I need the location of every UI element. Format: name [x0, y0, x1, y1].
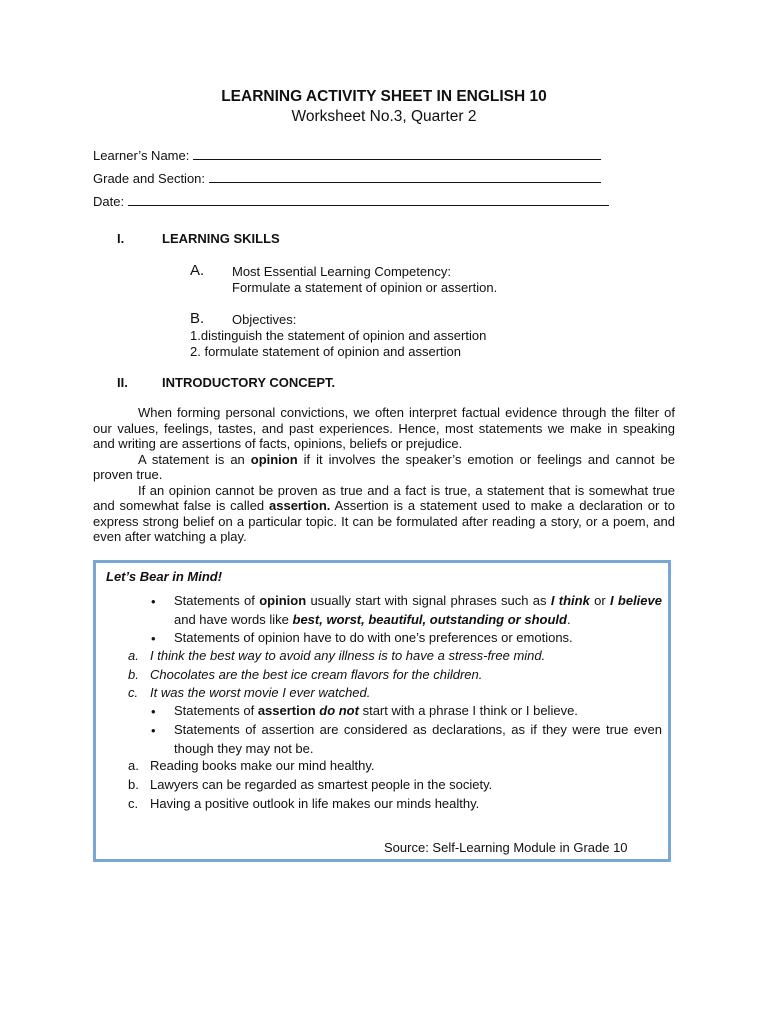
grade-section-line — [209, 170, 601, 183]
item-letter-b: B. — [190, 310, 205, 327]
competency-block — [232, 264, 497, 296]
text-run: usually start with signal phrases such as — [306, 593, 551, 608]
section-title: INTRODUCTORY CONCEPT. — [162, 375, 336, 390]
bullet-icon: • — [151, 594, 156, 609]
section-number: I. — [117, 231, 125, 246]
section-number: II. — [117, 375, 128, 390]
assertion-bullet-1 — [174, 702, 662, 721]
intro-paragraphs — [93, 405, 675, 545]
text-run: opinion — [259, 593, 307, 608]
date-line — [128, 193, 609, 206]
intro-paragraph-1: When forming personal convictions, we often interpret factual evidence through the filter of our values, feelings, tastes, and past experiences. Hence, most statements we make in speaking and writing are assertions of facts, opinions, beliefs or prejudice. — [93, 405, 675, 451]
text-run: start with a phrase I think or I believe. — [358, 703, 578, 718]
text-run: I believe — [609, 593, 662, 608]
item-letter-a: A. — [190, 262, 205, 279]
learner-name-field — [93, 147, 601, 163]
example-letter: c. — [128, 796, 139, 811]
example-text: Chocolates are the best ice cream flavors for the children. — [150, 667, 483, 682]
page-subtitle: Worksheet No.3, Quarter 2 — [291, 108, 477, 125]
competency-text: Formulate a statement of opinion or assertion. — [232, 280, 498, 295]
objective-2: 2. formulate statement of opinion and assertion — [190, 344, 461, 359]
grade-section-label: Grade and Section: — [93, 171, 206, 186]
bullet-icon: • — [151, 704, 156, 719]
text-run: and have words like — [174, 611, 293, 627]
text-run: If an opinion cannot be proven as true and a fact is true, a statement that is somewhat true and somewhat false is called — [93, 482, 675, 513]
text-run: I think — [550, 593, 590, 608]
text-run: or — [589, 593, 610, 608]
source-note: Source: Self-Learning Module in Grade 10 — [384, 840, 628, 855]
objective-1: 1.distinguish the statement of opinion and assertion — [190, 328, 487, 343]
example-text: It was the worst movie I ever watched. — [150, 685, 371, 700]
opinion-bullet-2: Statements of opinion have to do with one’s preferences or emotions. — [174, 630, 573, 645]
objectives-heading: Objectives: — [232, 312, 297, 327]
section-learning-skills — [117, 231, 280, 246]
text-run: Assertion is a statement used to make a declaration or to express strong belief on a particular topic. It can be formulated after reading a story, or a poem, and even after watching a play. — [93, 498, 675, 544]
competency-heading: Most Essential Learning Competency: — [232, 264, 451, 279]
date-field — [93, 193, 609, 209]
assertion-bullet-2: Statements of assertion are considered as declarations, as if they were true even though they may not be. — [174, 722, 662, 756]
section-introductory-concept — [117, 375, 335, 390]
example-letter: b. — [128, 667, 139, 682]
text-run: A statement is an — [138, 451, 251, 467]
intro-paragraph-2 — [93, 452, 675, 483]
opinion-bullet-1 — [174, 592, 662, 629]
text-run: best, worst, beautiful, outstanding or should — [292, 611, 567, 627]
example-text: Reading books make our mind healthy. — [150, 758, 375, 773]
example-letter: c. — [128, 685, 139, 700]
date-label: Date: — [93, 194, 125, 209]
text-run: if it involves the speaker’s emotion or feelings and cannot be proven true. — [93, 451, 675, 482]
example-letter: a. — [128, 758, 139, 773]
text-run: Statements of — [174, 593, 260, 608]
text-run: . — [566, 611, 571, 627]
example-letter: b. — [128, 777, 139, 792]
text-run: assertion — [257, 703, 316, 718]
bear-in-mind-box — [93, 560, 671, 862]
section-title: LEARNING SKILLS — [162, 231, 280, 246]
page-title: LEARNING ACTIVITY SHEET IN ENGLISH 10 — [221, 88, 547, 105]
box-title: Let’s Bear in Mind! — [106, 569, 223, 584]
example-text: Lawyers can be regarded as smartest people in the society. — [150, 777, 493, 792]
opinion-term: opinion — [250, 451, 298, 467]
objectives-list — [190, 328, 486, 360]
example-text: I think the best way to avoid any illness is to have a stress-free mind. — [150, 648, 546, 663]
intro-paragraph-3 — [93, 483, 675, 545]
example-letter: a. — [128, 648, 139, 663]
grade-section-field — [93, 170, 601, 186]
learner-name-line — [193, 147, 601, 160]
example-text: Having a positive outlook in life makes our minds healthy. — [150, 796, 480, 811]
bullet-icon: • — [151, 723, 156, 738]
learner-name-label: Learner’s Name: — [93, 148, 190, 163]
text-run: do not — [315, 703, 359, 718]
text-run: Statements of — [174, 703, 258, 718]
bullet-icon: • — [151, 631, 156, 646]
assertion-term: assertion. — [269, 498, 331, 513]
